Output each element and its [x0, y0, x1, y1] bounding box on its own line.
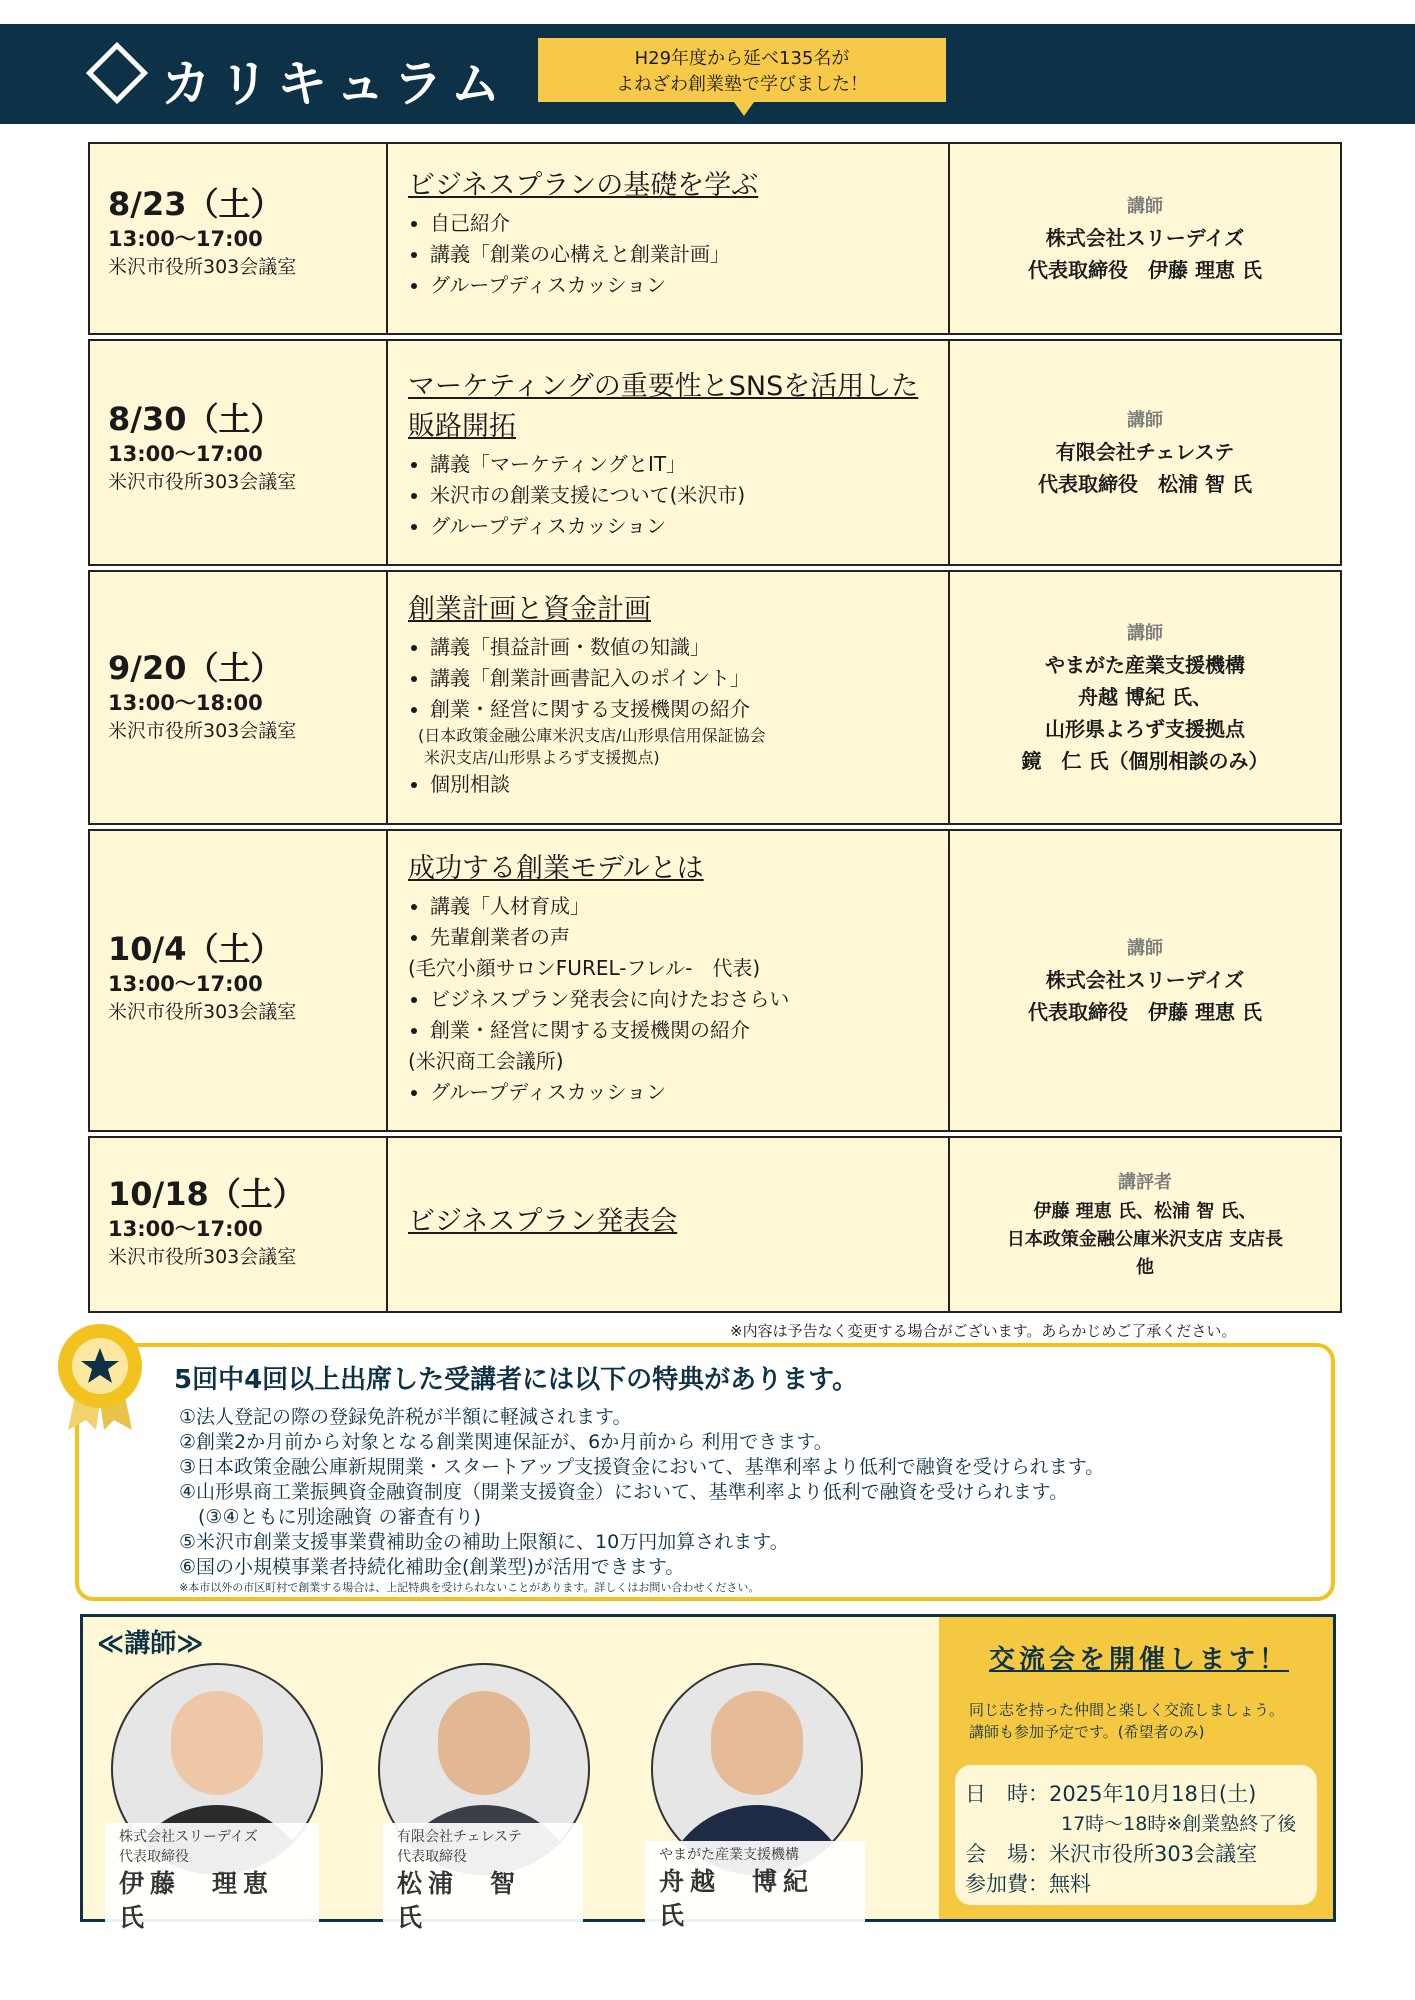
session-venue: 米沢市役所303会議室: [108, 256, 297, 278]
lecturer-line: 有限会社チェレステ: [1055, 439, 1235, 464]
session-item: • 講義「創業計画書記入のポイント」: [430, 663, 930, 694]
page-title: カリキュラム: [95, 44, 509, 116]
session-row: [88, 829, 1342, 1132]
face-shape: [171, 1691, 263, 1795]
lecturer-line: 代表取締役 松浦 智 氏: [1038, 471, 1252, 496]
instructor-card: 有限会社チェレステ 代表取締役 松浦 智 氏: [383, 1823, 583, 1939]
session-date: 10/18（土）: [108, 1175, 305, 1213]
session-item: • 創業・経営に関する支援機関の紹介: [430, 1015, 930, 1046]
benefit-item: ⑤米沢市創業支援事業費補助金の補助上限額に、10万円加算されます。: [179, 1531, 789, 1553]
benefit-item: ③日本政策金融公庫新規開業・スタートアップ支援資金において、基準利率より低利で融資を受けられます。: [179, 1456, 1105, 1478]
instructor-name: 舟越 博紀 氏: [659, 1867, 846, 1930]
networking-event-panel: [939, 1617, 1333, 1919]
benefit-item: ④山形県商工業振興資金融資制度（開業支援資金）において、基準利率より低利で融資を受けられます。: [179, 1481, 1069, 1503]
lecturer-heading: 講師: [1127, 937, 1163, 959]
event-title: 交流会を開催します！: [989, 1645, 1290, 1675]
event-time: 17時～18時※創業塾終了後: [1061, 1813, 1297, 1835]
session-row: [88, 1136, 1342, 1313]
session-item: • 創業・経営に関する支援機関の紹介: [430, 694, 930, 725]
session-note: (米沢商工会議所): [408, 1049, 564, 1073]
event-fee: 参加費：無料: [965, 1872, 1091, 1896]
session-item: • 講義「創業の心構えと創業計画」: [430, 239, 930, 270]
lecturer-line: 株式会社スリーデイズ: [1045, 967, 1245, 992]
session-item: • グループディスカッション: [430, 270, 930, 301]
lecturer-line: やまがた産業支援機構: [1045, 652, 1245, 677]
benefit-item: ⑥国の小規模事業者持続化補助金(創業型)が活用できます。: [179, 1556, 685, 1578]
lecturer-line: 鏡 仁 氏（個別相談のみ）: [1021, 748, 1269, 773]
session-venue: 米沢市役所303会議室: [108, 1246, 297, 1268]
session-item: • 自己紹介: [430, 208, 930, 239]
instructor-card: やまがた産業支援機構 舟越 博紀 氏: [645, 1841, 865, 1937]
lecturer-heading: 講師: [1127, 409, 1163, 431]
session-time: 13:00～17:00: [108, 972, 263, 996]
session-topic: 成功する創業モデルとは: [408, 853, 704, 884]
session-item: • ビジネスプラン発表会に向けたおさらい: [430, 984, 930, 1015]
session-venue: 米沢市役所303会議室: [108, 720, 297, 742]
session-item: • グループディスカッション: [430, 511, 930, 542]
lecturer-line: 日本政策金融公庫米沢支店 支店長: [1006, 1228, 1284, 1250]
face-shape: [711, 1691, 803, 1795]
session-item: • グループディスカッション: [430, 1077, 930, 1108]
session-row: [88, 339, 1342, 566]
instructors-heading: ≪講師≫: [97, 1629, 204, 1659]
session-item: • 米沢市の創業支援について(米沢市): [430, 480, 930, 511]
event-info: [955, 1765, 1317, 1905]
benefit-note: ※本市以外の市区町村で創業する場合は、上記特典を受けられないことがあります。詳しくはお問い合わせください。: [179, 1581, 760, 1594]
session-row: [88, 142, 1342, 335]
event-date: 日 時：2025年10月18日(土): [965, 1782, 1257, 1806]
lecturer-heading: 講師: [1127, 195, 1163, 217]
instructors-panel: [80, 1614, 1336, 1932]
lecturer-line: 代表取締役 伊藤 理恵 氏: [1028, 999, 1262, 1024]
session-time: 13:00～17:00: [108, 227, 263, 251]
disclaimer-text: ※内容は予告なく変更する場合がございます。あらかじめご了承ください。: [730, 1322, 1237, 1340]
session-row: [88, 570, 1342, 825]
session-note: (日本政策金融公庫米沢支店/山形県信用保証協会 米沢支店/山形県よろず支援拠点): [418, 726, 766, 767]
benefit-item: (③④ともに別途融資 の審査有り): [179, 1506, 481, 1528]
benefits-title: 5回中4回以上出席した受講者には以下の特典があります。: [174, 1365, 859, 1395]
session-topic: ビジネスプラン発表会: [408, 1206, 678, 1237]
session-topic: ビジネスプランの基礎を学ぶ: [408, 170, 759, 201]
event-venue: 会 場：米沢市役所303会議室: [965, 1842, 1258, 1866]
session-topic: 創業計画と資金計画: [408, 594, 651, 625]
lecturer-line: 代表取締役 伊藤 理恵 氏: [1028, 257, 1262, 282]
session-item: • 講義「マーケティングとIT」: [430, 449, 930, 480]
callout-badge: H29年度から延べ135名が よねざわ創業塾で学びました！: [536, 36, 948, 104]
session-date: 8/30（土）: [108, 400, 283, 438]
lecturer-line: 他: [1136, 1256, 1154, 1278]
lecturer-heading: 講評者: [1118, 1171, 1172, 1193]
session-note: (毛穴小顔サロンFUREL-フレル- 代表): [408, 956, 761, 980]
session-date: 10/4（土）: [108, 930, 283, 968]
session-venue: 米沢市役所303会議室: [108, 471, 297, 493]
session-time: 13:00～18:00: [108, 691, 263, 715]
lecturer-line: 伊藤 理恵 氏、松浦 智 氏、: [1033, 1200, 1257, 1222]
session-date: 9/20（土）: [108, 649, 283, 687]
lecturer-line: 舟越 博紀 氏、: [1078, 684, 1212, 709]
page-header: [0, 24, 1415, 124]
benefits-list: [179, 1405, 1104, 1596]
face-shape: [438, 1691, 530, 1795]
instructor-name: 松浦 智 氏: [397, 1869, 553, 1932]
benefit-item: ①法人登記の際の登録免許税が半額に軽減されます。: [179, 1406, 632, 1428]
diamond-icon: [86, 42, 148, 104]
lecturer-heading: 講師: [1127, 622, 1163, 644]
medal-icon: [50, 1322, 150, 1432]
instructor-name: 伊藤 理恵 氏: [119, 1869, 306, 1932]
session-time: 13:00～17:00: [108, 442, 263, 466]
benefits-box: [75, 1343, 1335, 1601]
session-item: • 個別相談: [430, 769, 930, 800]
lecturer-line: 山形県よろず支援拠点: [1045, 716, 1245, 741]
session-time: 13:00～17:00: [108, 1217, 263, 1241]
event-description: 同じ志を持った仲間と楽しく交流しましょう。 講師も参加予定です。(希望者のみ): [969, 1701, 1285, 1741]
session-topic: マーケティングの重要性とSNSを活用した販路開拓: [408, 371, 919, 442]
session-item: • 講義「人材育成」: [430, 891, 930, 922]
session-item: • 先輩創業者の声: [430, 922, 930, 953]
session-venue: 米沢市役所303会議室: [108, 1001, 297, 1023]
instructor-card: 株式会社スリーデイズ 代表取締役 伊藤 理恵 氏: [105, 1823, 319, 1939]
lecturer-line: 株式会社スリーデイズ: [1045, 225, 1245, 250]
session-item: • 講義「損益計画・数値の知識」: [430, 632, 930, 663]
session-date: 8/23（土）: [108, 185, 283, 223]
benefit-item: ②創業2か月前から対象となる創業関連保証が、6か月前から 利用できます。: [179, 1431, 833, 1453]
